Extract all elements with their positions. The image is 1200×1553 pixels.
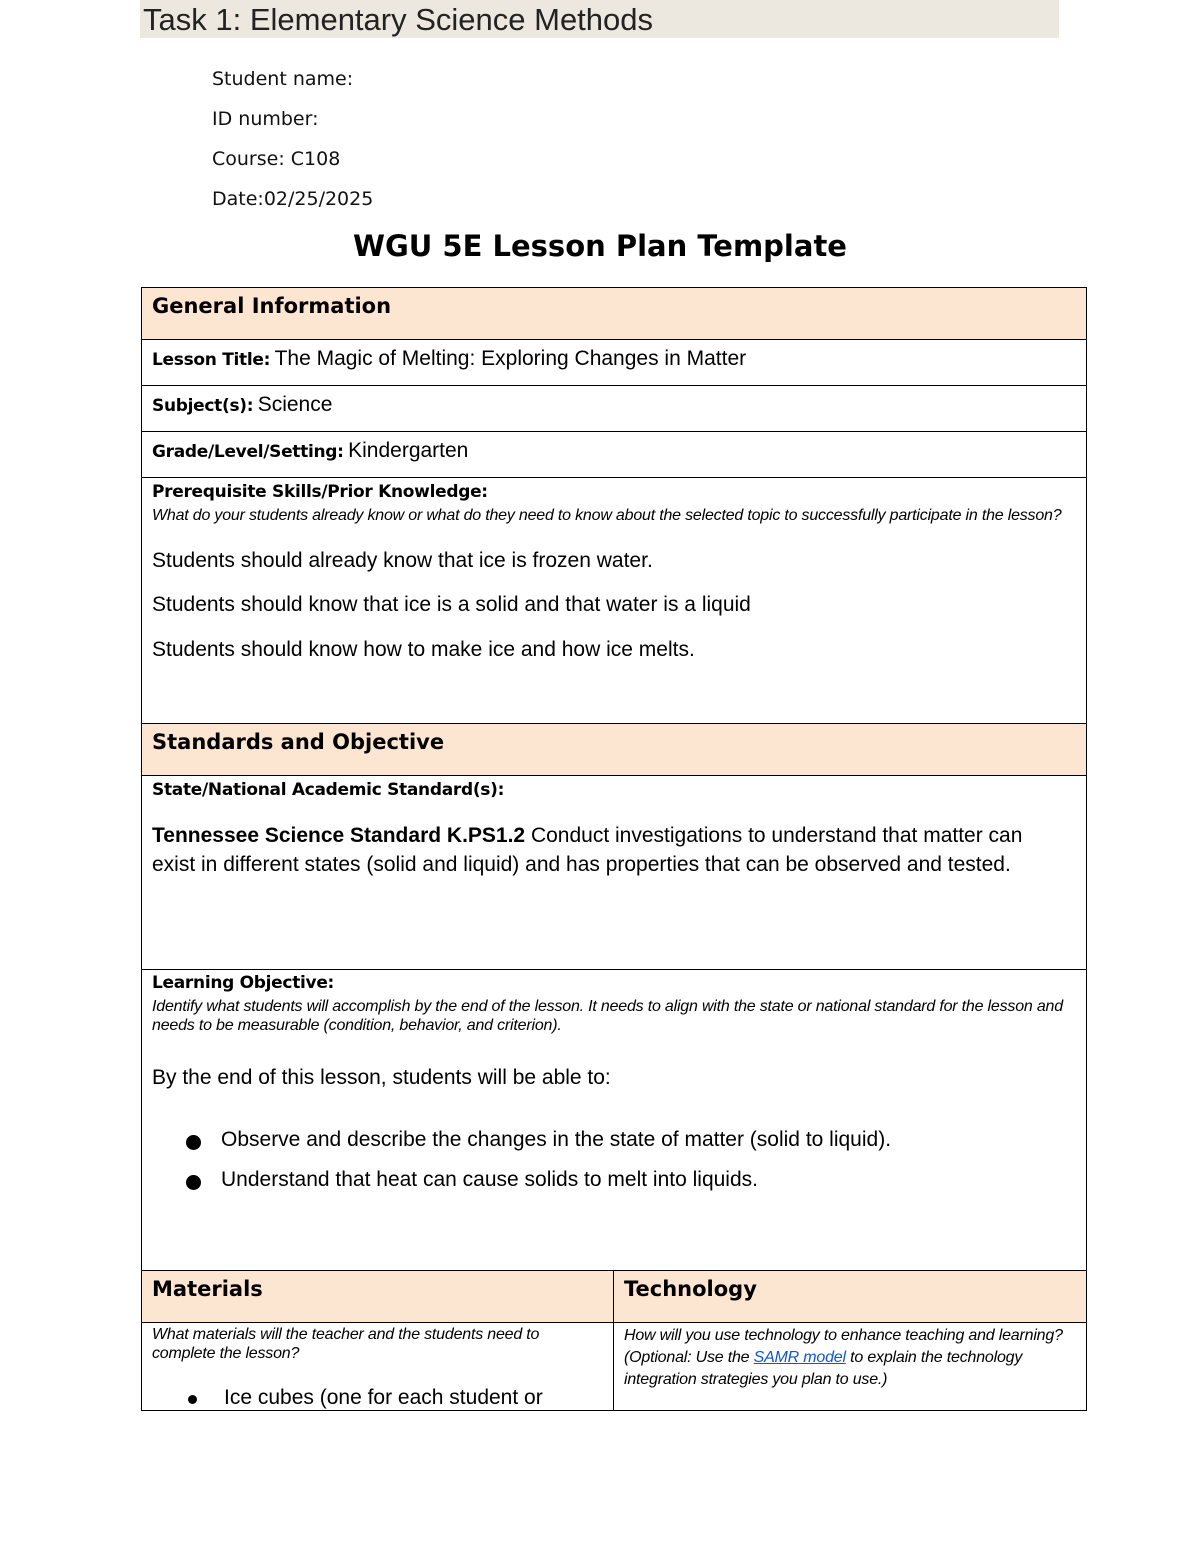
subjects-value: Science [257, 393, 333, 416]
prerequisite-line: Students should already know that ice is frozen water. [152, 549, 653, 572]
standards-heading: Standards and Objective [152, 730, 445, 754]
technology-prompt-text-end: to explain the technology integration strategies you plan to use.) [624, 1349, 1023, 1388]
prerequisite-label: Prerequisite Skills/Prior Knowledge: [152, 482, 488, 502]
date-line: Date:02/25/2025 [212, 188, 374, 210]
lesson-title-label: Lesson Title: [152, 350, 271, 370]
academic-standards-row [141, 775, 1087, 970]
technology-prompt [624, 1325, 1074, 1391]
materials-header [141, 1270, 614, 1323]
grade-label: Grade/Level/Setting: [152, 442, 344, 462]
academic-standards-label: State/National Academic Standard(s): [152, 780, 505, 800]
objective-intro: By the end of this lesson, students will be able to: [152, 1066, 611, 1089]
bullet-icon [188, 1395, 197, 1404]
technology-prompt-text: How will you use technology to enhance teaching and learning? (Optional: Use the [624, 1327, 1063, 1366]
prerequisite-row [141, 477, 1087, 724]
grade-value: Kindergarten [348, 439, 469, 462]
technology-cell [613, 1322, 1087, 1411]
standard-text: Conduct investigations to understand that matter can exist in different states (solid and liquid) and has properties that can be observed and tested. [152, 824, 1023, 876]
lesson-title-row [141, 339, 1087, 386]
standard-description [152, 821, 1026, 879]
learning-objective-row [141, 969, 1087, 1271]
prerequisite-line: Students should know how to make ice and how ice melts. [152, 638, 695, 661]
general-information-heading: General Information [152, 294, 392, 318]
materials-heading: Materials [152, 1277, 263, 1301]
bullet-icon [186, 1135, 201, 1150]
prerequisite-line: Students should know that ice is a solid and that water is a liquid [152, 593, 751, 616]
materials-prompt: What materials will the teacher and the students need to complete the lesson? [152, 1326, 540, 1362]
subjects-row [141, 385, 1087, 432]
standard-code: Tennessee Science Standard K.PS1.2 [152, 824, 526, 847]
id-number-line: ID number: [212, 108, 319, 130]
objective-text: Understand that heat can cause solids to melt into liquids. [221, 1168, 758, 1191]
grade-row [141, 431, 1087, 478]
technology-header [613, 1270, 1087, 1323]
course-line: Course: C108 [212, 148, 341, 170]
general-information-header [141, 287, 1087, 340]
subjects-label: Subject(s): [152, 396, 254, 416]
standards-header [141, 723, 1087, 776]
samr-model-link[interactable]: SAMR model [753, 1349, 846, 1366]
materials-cell [141, 1322, 614, 1411]
learning-objective-prompt: Identify what students will accomplish by the end of the lesson. It needs to align with the state or national standard for the lesson and needs to be measurable (condition, behavior, and criterion). [152, 998, 1063, 1034]
task-title: Task 1: Elementary Science Methods [143, 2, 654, 37]
student-name-line: Student name: [212, 68, 354, 90]
prerequisite-prompt: What do your students already know or what do they need to know about the selected topic to successfully participate in the lesson? [152, 507, 1062, 524]
lesson-title-value: The Magic of Melting: Exploring Changes in Matter [274, 347, 747, 370]
technology-heading: Technology [624, 1277, 757, 1301]
document-title: WGU 5E Lesson Plan Template [353, 229, 847, 263]
material-item: Ice cubes (one for each student or [224, 1386, 543, 1409]
objective-text: Observe and describe the changes in the state of matter (solid to liquid). [221, 1128, 892, 1151]
bullet-icon [186, 1175, 201, 1190]
student-info [212, 66, 373, 226]
learning-objective-label: Learning Objective: [152, 973, 335, 993]
